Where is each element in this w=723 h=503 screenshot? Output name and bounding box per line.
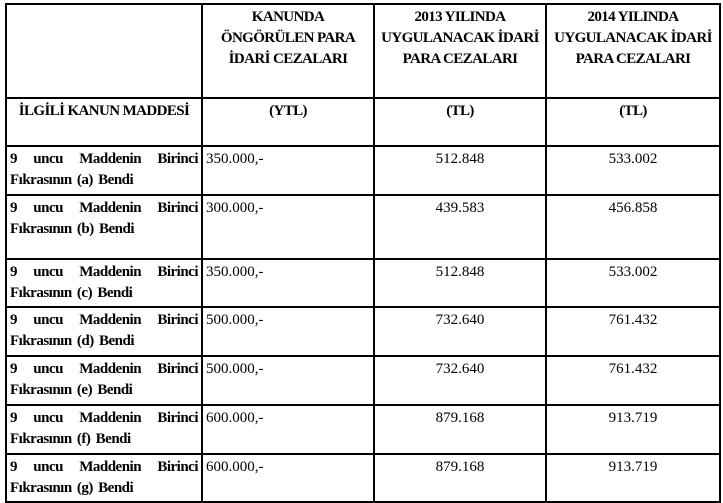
penalty-table-frame <box>5 3 719 496</box>
amount-2014-cell: 913.719 <box>546 405 720 454</box>
article-cell: 9 uncu Maddenin Birinci Fıkrasının (f) Bendi <box>6 405 202 454</box>
table-row <box>6 454 720 502</box>
law-amount-cell: 500.000,- <box>202 356 374 405</box>
article-cell: 9 uncu Maddenin Birinci Fıkrasının (d) Bendi <box>6 307 202 356</box>
amount-2013-cell: 732.640 <box>374 356 546 405</box>
penalty-table <box>5 3 721 503</box>
header-unit-ytl: (YTL) <box>202 98 374 146</box>
law-amount-cell: 600.000,- <box>202 454 374 502</box>
header-unit-tl-2013: (TL) <box>374 98 546 146</box>
table-row <box>6 405 720 454</box>
header-2013-penalties: 2013 YILINDA UYGULANACAK İDARİ PARA CEZALARI <box>374 4 546 98</box>
table-row <box>6 195 720 259</box>
article-cell: 9 uncu Maddenin Birinci Fıkrasının (e) Bendi <box>6 356 202 405</box>
amount-2013-cell: 879.168 <box>374 405 546 454</box>
article-cell: 9 uncu Maddenin Birinci Fıkrasının (b) Bendi <box>6 195 202 259</box>
article-cell: 9 uncu Maddenin Birinci Fıkrasının (c) Bendi <box>6 259 202 307</box>
amount-2013-cell: 439.583 <box>374 195 546 259</box>
amount-2014-cell: 761.432 <box>546 307 720 356</box>
law-amount-cell: 300.000,- <box>202 195 374 259</box>
amount-2013-cell: 512.848 <box>374 259 546 307</box>
header-row-bottom <box>6 98 720 146</box>
law-amount-cell: 350.000,- <box>202 259 374 307</box>
amount-2014-cell: 913.719 <box>546 454 720 502</box>
table-row <box>6 307 720 356</box>
law-amount-cell: 500.000,- <box>202 307 374 356</box>
table-row <box>6 356 720 405</box>
amount-2013-cell: 732.640 <box>374 307 546 356</box>
amount-2013-cell: 512.848 <box>374 146 546 195</box>
header-law-penalties: KANUNDA ÖNGÖRÜLEN PARA İDARİ CEZALARI <box>202 4 374 98</box>
amount-2014-cell: 533.002 <box>546 146 720 195</box>
table-row <box>6 146 720 195</box>
amount-2014-cell: 761.432 <box>546 356 720 405</box>
law-amount-cell: 600.000,- <box>202 405 374 454</box>
article-cell: 9 uncu Maddenin Birinci Fıkrasının (g) Bendi <box>6 454 202 502</box>
header-related-article: İLGİLİ KANUN MADDESİ <box>6 98 202 146</box>
amount-2014-cell: 456.858 <box>546 195 720 259</box>
article-cell: 9 uncu Maddenin Birinci Fıkrasının (a) Bendi <box>6 146 202 195</box>
header-2014-penalties: 2014 YILINDA UYGULANACAK İDARİ PARA CEZALARI <box>546 4 720 98</box>
header-unit-tl-2014: (TL) <box>546 98 720 146</box>
law-amount-cell: 350.000,- <box>202 146 374 195</box>
table-row <box>6 259 720 307</box>
header-empty-cell <box>6 4 202 98</box>
amount-2014-cell: 533.002 <box>546 259 720 307</box>
header-row-top <box>6 4 720 98</box>
amount-2013-cell: 879.168 <box>374 454 546 502</box>
